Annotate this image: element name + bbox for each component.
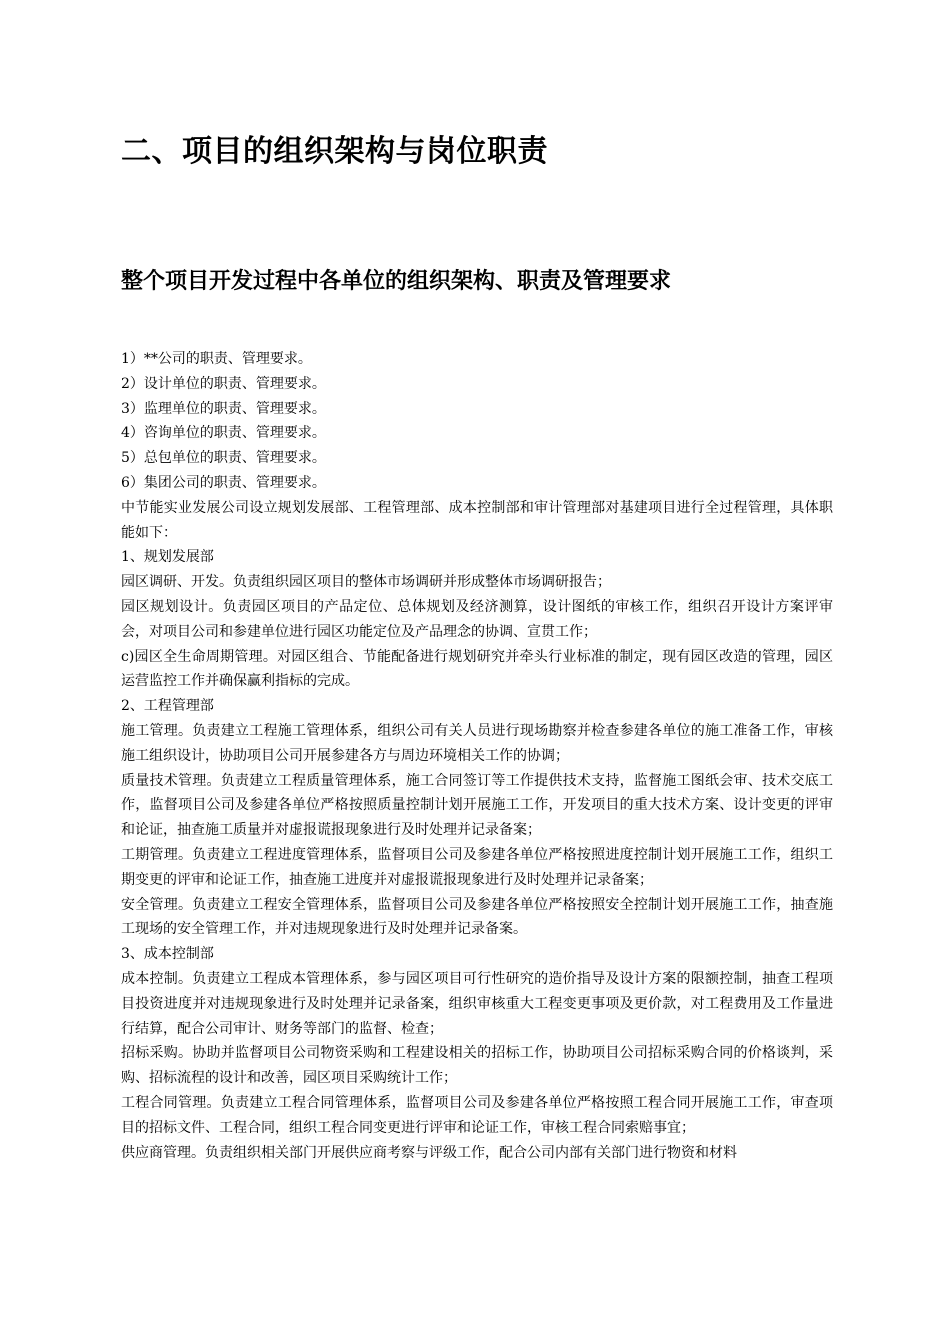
intro-paragraph: 中节能实业发展公司设立规划发展部、工程管理部、成本控制部和审计管理部对基建项目进行全过程管理，具体职能如下： (121, 499, 833, 541)
paragraph-quality-management: 质量技术管理。负责建立工程质量管理体系，施工合同签订等工作提供技术支持，监督施工图纸会审、技术交底工作，监督项目公司及参建各单位严格按照质量控制计划开展施工工作，开发项目的重大技术方案、设计变更的评审和论证，抽查施工质量并对虚报谎报现象进行及时处理并记录备案； (121, 772, 833, 839)
department-heading-engineering: 2、工程管理部 (121, 698, 214, 715)
body-text (121, 347, 833, 1165)
list-item-group-company: 6）集团公司的职责、管理要求。 (121, 474, 326, 491)
department-heading-cost: 3、成本控制部 (121, 946, 214, 963)
section-heading: 二、项目的组织架构与岗位职责 (121, 134, 548, 169)
paragraph-cost-control: 成本控制。负责建立工程成本管理体系，参与园区项目可行性研究的造价指导及设计方案的限额控制，抽查工程项目投资进度并对违规现象进行及时处理并记录备案，组织审核重大工程变更事项及更价款，对工程费用及工作量进行结算，配合公司审计、财务等部门的监督、检查； (121, 970, 833, 1037)
list-item-supervision-unit: 3）监理单位的职责、管理要求。 (121, 400, 326, 417)
paragraph-construction-management: 施工管理。负责建立工程施工管理体系，组织公司有关人员进行现场勘察并检查参建各单位的施工准备工作，审核施工组织设计，协助项目公司开展参建各方与周边环境相关工作的协调； (121, 722, 833, 764)
list-item-consulting-unit: 4）咨询单位的职责、管理要求。 (121, 425, 326, 442)
paragraph-schedule-management: 工期管理。负责建立工程进度管理体系，监督项目公司及参建各单位严格按照进度控制计划开展施工工作，组织工期变更的评审和论证工作，抽查施工进度并对虚报谎报现象进行及时处理并记录备案； (121, 846, 833, 888)
paragraph-contract-management: 工程合同管理。负责建立工程合同管理体系，监督项目公司及参建各单位严格按照工程合同开展施工工作，审查项目的招标文件、工程合同，组织工程合同变更进行评审和论证工作，审核工程合同索赔事宜； (121, 1094, 833, 1136)
subsection-heading: 整个项目开发过程中各单位的组织架构、职责及管理要求 (121, 269, 672, 294)
paragraph-supplier-management: 供应商管理。负责组织相关部门开展供应商考察与评级工作，配合公司内部有关部门进行物资和材料 (121, 1144, 737, 1161)
paragraph-procurement: 招标采购。协助并监督项目公司物资采购和工程建设相关的招标工作，协助项目公司招标采购合同的价格谈判，采购、招标流程的设计和改善，园区项目采购统计工作； (121, 1045, 833, 1087)
department-heading-planning: 1、规划发展部 (121, 549, 214, 566)
paragraph-safety-management: 安全管理。负责建立工程安全管理体系，监督项目公司及参建各单位严格按照安全控制计划开展施工工作，抽查施工现场的安全管理工作，并对违规现象进行及时处理并记录备案。 (121, 896, 833, 938)
list-item-general-contractor: 5）总包单位的职责、管理要求。 (121, 450, 326, 467)
paragraph-park-planning: 园区规划设计。负责园区项目的产品定位、总体规划及经济测算，设计图纸的审核工作，组织召开设计方案评审会，对项目公司和参建单位进行园区功能定位及产品理念的协调、宣贯工作； (121, 598, 833, 640)
paragraph-lifecycle-management: c)园区全生命周期管理。对园区组合、节能配备进行规划研究并牵头行业标准的制定，现有园区改造的管理，园区运营监控工作并确保赢利指标的完成。 (121, 648, 833, 690)
list-item-company: 1）**公司的职责、管理要求。 (121, 351, 312, 367)
list-item-design-unit: 2）设计单位的职责、管理要求。 (121, 375, 326, 392)
paragraph-park-research: 园区调研、开发。负责组织园区项目的整体市场调研并形成整体市场调研报告； (121, 574, 611, 591)
